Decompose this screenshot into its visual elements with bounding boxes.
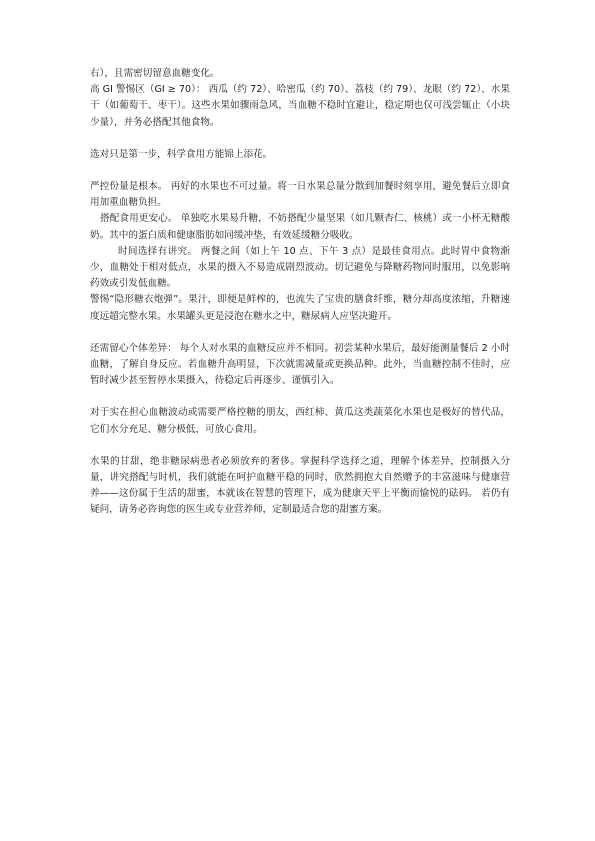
paragraph-vegetable-alternatives: 对于实在担心血糖波动或需要严格控糖的朋友，西红柿、黄瓜这类蔬菜化水果也是极好的替代品，它们水分充足、糖分极低，可放心食用。	[90, 407, 510, 435]
paragraph-timing: 时间选择有讲究。 两餐之间（如上午 10 点、下午 3 点）是最佳食用点。此时胃中食物渐少，血糖处于相对低点，水果的摄入不易造成剧烈波动。切记避免与降糖药物同时服用，以免影响药效或引发低血糖。	[90, 245, 510, 290]
paragraph-gi-moderate-tail: 右），且需密切留意血糖变化。	[90, 68, 220, 79]
paragraph-hidden-sugar: 警惕“隐形糖衣炮弹”。果汁，即便是鲜榨的，也流失了宝贵的膳食纤维，糖分却高度浓缩，升糖速度远超完整水果。水果罐头更是浸泡在糖水之中，糖尿病人应坚决避开。	[90, 294, 510, 322]
paragraph-high-gi-warning: 高 GI 警惕区（GI ≥ 70）： 西瓜（约 72）、哈密瓜（约 70）、荔枝（约 79）、龙眼（约 72）、水果干（如葡萄干、枣干）。这些水果如骤雨急风，当血糖不稳时宜避让，稳定期也仅可浅尝辄止（小块少量），并务必搭配其他食物。	[90, 84, 510, 128]
paragraph-individual-difference: 还需留心个体差异： 每个人对水果的血糖反应并不相同。初尝某种水果后，最好能测量餐后 2 小时血糖，了解自身反应。若血糖升高明显，下次就需减量或更换品种。此外，当血糖控制不佳时，应暂时减少甚至暂停水果摄入，待稳定后再逐步、谨慎引入。	[90, 342, 510, 387]
paragraph-pairing: 搭配食用更安心。 单独吃水果易升糖，不妨搭配少量坚果（如几颗杏仁、核桃）或一小杯无糖酸奶。其中的蛋白质和健康脂肪如同缓冲垫，有效延缓糖分吸收。	[90, 213, 510, 241]
paragraph-conclusion: 水果的甘甜，绝非糖尿病患者必须放弃的奢侈。掌握科学选择之道，理解个体差异，控制摄入分量，讲究搭配与时机，我们就能在呵护血糖平稳的同时，欣然拥抱大自然赠予的丰富滋味与健康营养——这份属于生活的甜蜜，本就该在智慧的管理下，成为健康天平上平衡而愉悦的砝码。 若仍有疑问，请务必咨询您的医生或专业营养师，定制最适合您的甜蜜方案。	[90, 455, 510, 516]
paragraph-portion-control: 严控份量是根本。 再好的水果也不可过量。将一日水果总量分散到加餐时刻享用，避免餐后立即食用加重血糖负担。	[90, 181, 510, 209]
paragraph-transition: 选对只是第一步，科学食用方能锦上添花。	[90, 148, 273, 160]
document-page	[90, 66, 510, 519]
